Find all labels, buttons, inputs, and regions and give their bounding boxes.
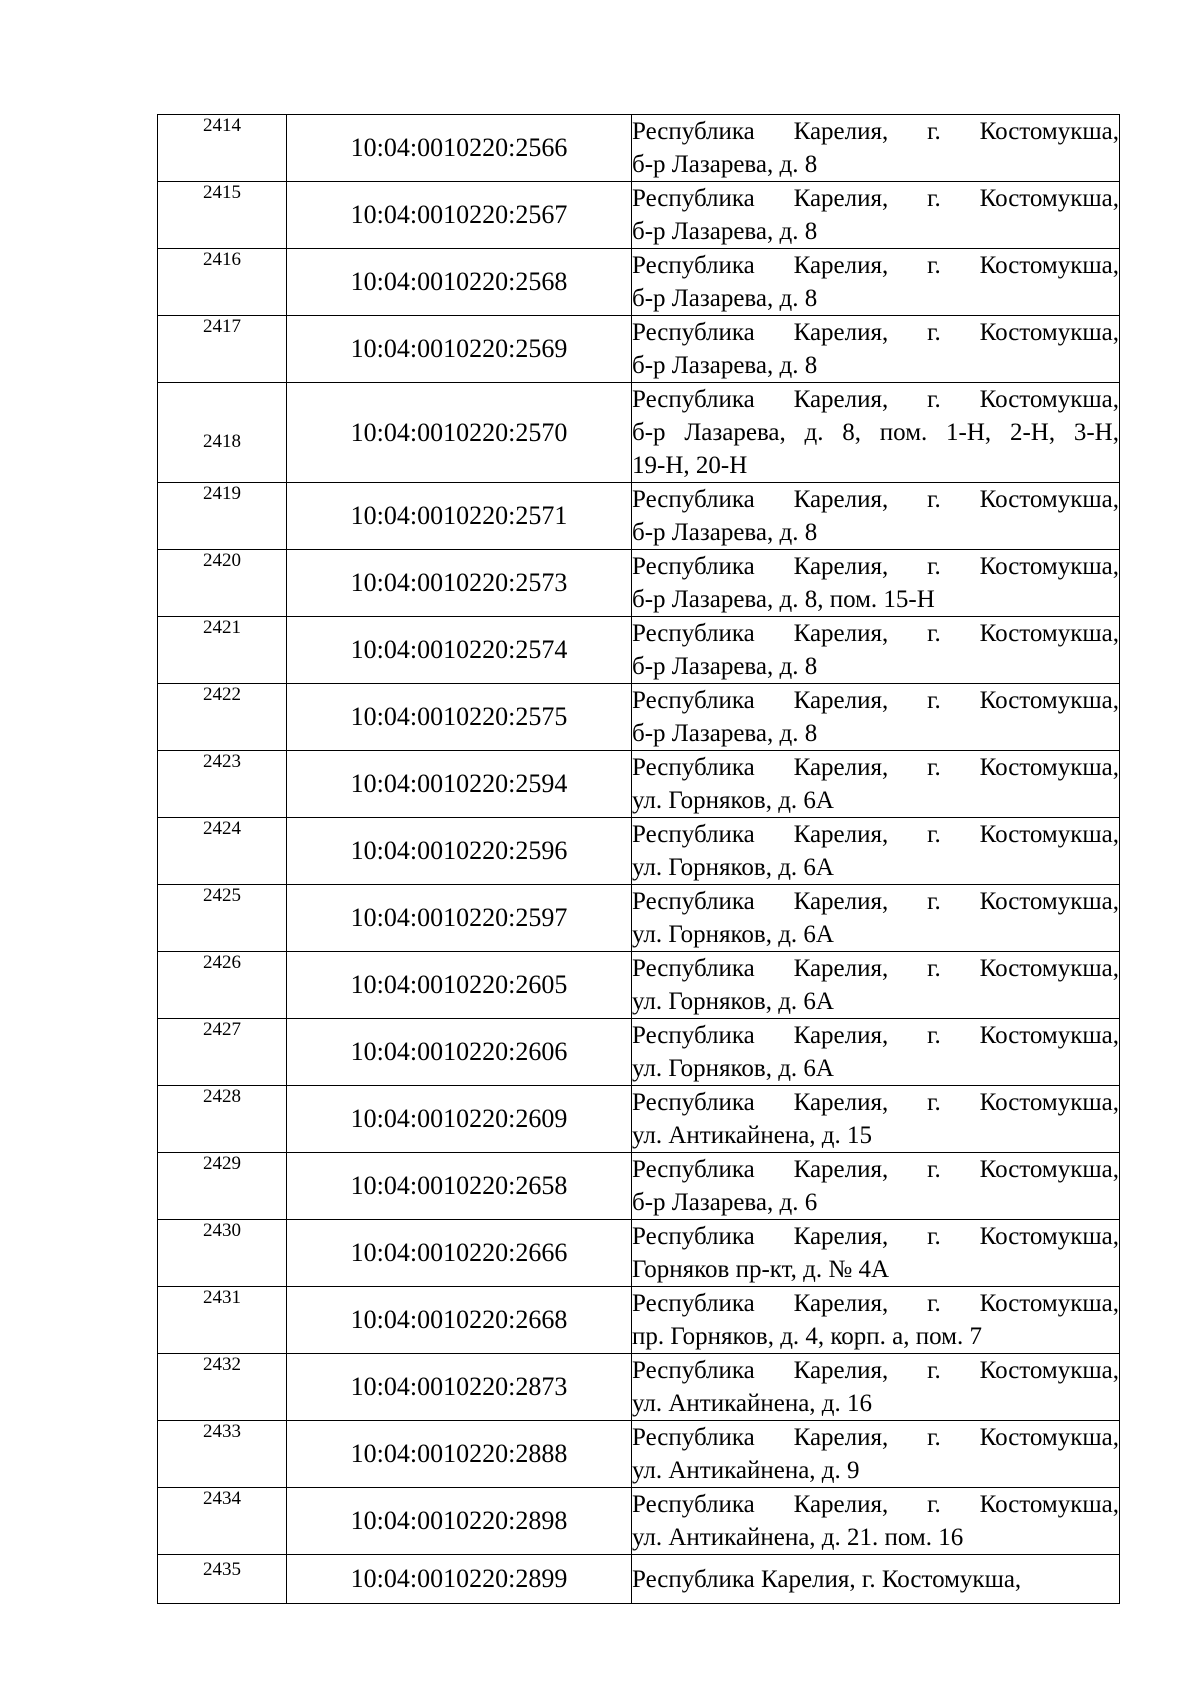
table-row [158,1220,1120,1287]
table-row [158,818,1120,885]
table-row [158,383,1120,483]
address-cell [632,1220,1120,1287]
address-line: б-р Лазарева, д. 8 [632,519,818,546]
address-cell [632,383,1120,483]
address-line: Республика Карелия, г. Костомукша, [632,1357,1119,1384]
cadastral-number-cell: 10:04:0010220:2898 [287,1488,632,1555]
cadastral-number-cell: 10:04:0010220:2873 [287,1354,632,1421]
address-line: Республика Карелия, г. Костомукша, [632,955,1119,982]
row-number-cell: 2416 [158,249,287,316]
table-row [158,550,1120,617]
row-number-cell: 2426 [158,952,287,1019]
row-number-cell: 2432 [158,1354,287,1421]
row-number-cell: 2430 [158,1220,287,1287]
address-line: ул. Антикайнена, д. 16 [632,1390,873,1417]
table-row [158,1555,1120,1604]
cadastral-number-cell: 10:04:0010220:2594 [287,751,632,818]
table-row [158,952,1120,1019]
table-row [158,751,1120,818]
address-cell [632,1354,1120,1421]
address-line: Республика Карелия, г. Костомукша, [632,252,1119,279]
row-number-cell: 2434 [158,1488,287,1555]
row-number-cell: 2420 [158,550,287,617]
cadastral-number-cell: 10:04:0010220:2569 [287,316,632,383]
address-line: ул. Антикайнена, д. 21. пом. 16 [632,1524,964,1551]
address-cell [632,818,1120,885]
address-cell [632,1086,1120,1153]
row-number-cell: 2435 [158,1555,287,1604]
cadastral-number-cell: 10:04:0010220:2566 [287,115,632,182]
table-row [158,483,1120,550]
address-line: Республика Карелия, г. Костомукша, [632,754,1119,781]
address-line: Республика Карелия, г. Костомукша, [632,687,1119,714]
address-line: Республика Карелия, г. Костомукша, [632,553,1119,580]
table-row [158,1153,1120,1220]
table-row [158,617,1120,684]
address-cell [632,1287,1120,1354]
row-number-cell: 2431 [158,1287,287,1354]
address-line: ул. Горняков, д. 6А [632,1055,834,1082]
address-cell [632,550,1120,617]
table-row [158,115,1120,182]
cadastral-number-cell: 10:04:0010220:2609 [287,1086,632,1153]
address-line: Республика Карелия, г. Костомукша, [632,1156,1119,1183]
cadastral-number-cell: 10:04:0010220:2570 [287,383,632,483]
row-number-cell: 2417 [158,316,287,383]
address-cell [632,1019,1120,1086]
address-cell [632,885,1120,952]
address-line: ул. Горняков, д. 6А [632,854,834,881]
address-line: 19-Н, 20-Н [632,452,748,479]
row-number-cell: 2429 [158,1153,287,1220]
row-number-cell: 2427 [158,1019,287,1086]
address-line: ул. Горняков, д. 6А [632,921,834,948]
address-cell [632,316,1120,383]
address-line: Республика Карелия, г. Костомукша, [632,1022,1119,1049]
address-cell [632,249,1120,316]
address-line: Республика Карелия, г. Костомукша, [632,1089,1119,1116]
address-cell [632,115,1120,182]
address-cell [632,617,1120,684]
cadastral-number-cell: 10:04:0010220:2605 [287,952,632,1019]
cadastral-number-cell: 10:04:0010220:2571 [287,483,632,550]
cadastral-number-cell: 10:04:0010220:2567 [287,182,632,249]
table-row [158,1287,1120,1354]
table-row [158,1086,1120,1153]
address-line: ул. Антикайнена, д. 15 [632,1122,873,1149]
row-number-cell: 2423 [158,751,287,818]
row-number-cell: 2415 [158,182,287,249]
row-number-cell: 2433 [158,1421,287,1488]
cadastral-number-cell: 10:04:0010220:2596 [287,818,632,885]
address-line: ул. Антикайнена, д. 9 [632,1457,860,1484]
address-cell [632,1488,1120,1555]
row-number-cell: 2421 [158,617,287,684]
address-line: б-р Лазарева, д. 8 [632,653,818,680]
address-line: Горняков пр-кт, д. № 4А [632,1256,890,1283]
address-line: Республика Карелия, г. Костомукша, [632,1565,1022,1593]
address-line: б-р Лазарева, д. 8, пом. 1-Н, 2-Н, 3-Н, [632,419,1119,446]
address-line: Республика Карелия, г. Костомукша, [632,486,1119,513]
cadastral-number-cell: 10:04:0010220:2575 [287,684,632,751]
address-line: Республика Карелия, г. Костомукша, [632,1290,1119,1317]
registry-table-body [158,115,1120,1604]
address-cell [632,751,1120,818]
address-line: Республика Карелия, г. Костомукша, [632,620,1119,647]
cadastral-number-cell: 10:04:0010220:2573 [287,550,632,617]
table-row [158,1354,1120,1421]
table-row [158,885,1120,952]
address-cell [632,182,1120,249]
row-number-cell: 2418 [158,383,287,483]
address-line: б-р Лазарева, д. 8 [632,151,818,178]
address-line: б-р Лазарева, д. 8, пом. 15-Н [632,586,935,613]
cadastral-number-cell: 10:04:0010220:2666 [287,1220,632,1287]
row-number-cell: 2414 [158,115,287,182]
address-line: Республика Карелия, г. Костомукша, [632,821,1119,848]
cadastral-number-cell: 10:04:0010220:2597 [287,885,632,952]
address-line: б-р Лазарева, д. 8 [632,218,818,245]
cadastral-number-cell: 10:04:0010220:2668 [287,1287,632,1354]
address-line: пр. Горняков, д. 4, корп. а, пом. 7 [632,1323,982,1350]
row-number-cell: 2422 [158,684,287,751]
address-line: Республика Карелия, г. Костомукша, [632,319,1119,346]
cadastral-number-cell: 10:04:0010220:2658 [287,1153,632,1220]
address-line: Республика Карелия, г. Костомукша, [632,118,1119,145]
row-number-cell: 2425 [158,885,287,952]
property-registry-table [157,114,1120,1604]
table-row [158,1488,1120,1555]
address-cell [632,1153,1120,1220]
cadastral-number-cell: 10:04:0010220:2606 [287,1019,632,1086]
table-row [158,1019,1120,1086]
address-line: б-р Лазарева, д. 8 [632,720,818,747]
row-number-cell: 2428 [158,1086,287,1153]
address-cell [632,684,1120,751]
address-line: Республика Карелия, г. Костомукша, [632,386,1119,413]
table-row [158,684,1120,751]
table-row [158,249,1120,316]
address-line: Республика Карелия, г. Костомукша, [632,888,1119,915]
address-cell [632,483,1120,550]
address-line: ул. Горняков, д. 6А [632,988,834,1015]
cadastral-number-cell: 10:04:0010220:2568 [287,249,632,316]
cadastral-number-cell: 10:04:0010220:2888 [287,1421,632,1488]
address-line: ул. Горняков, д. 6А [632,787,834,814]
table-row [158,182,1120,249]
address-cell [632,1421,1120,1488]
address-line: Республика Карелия, г. Костомукша, [632,1223,1119,1250]
table-row [158,316,1120,383]
address-line: Республика Карелия, г. Костомукша, [632,185,1119,212]
table-row [158,1421,1120,1488]
address-line: б-р Лазарева, д. 8 [632,352,818,379]
cadastral-number-cell: 10:04:0010220:2899 [287,1555,632,1604]
address-line: б-р Лазарева, д. 8 [632,285,818,312]
cadastral-number-cell: 10:04:0010220:2574 [287,617,632,684]
address-line: б-р Лазарева, д. 6 [632,1189,818,1216]
address-line: Республика Карелия, г. Костомукша, [632,1491,1119,1518]
row-number-cell: 2419 [158,483,287,550]
row-number-cell: 2424 [158,818,287,885]
address-line: Республика Карелия, г. Костомукша, [632,1424,1119,1451]
address-cell [632,1555,1120,1604]
address-cell [632,952,1120,1019]
